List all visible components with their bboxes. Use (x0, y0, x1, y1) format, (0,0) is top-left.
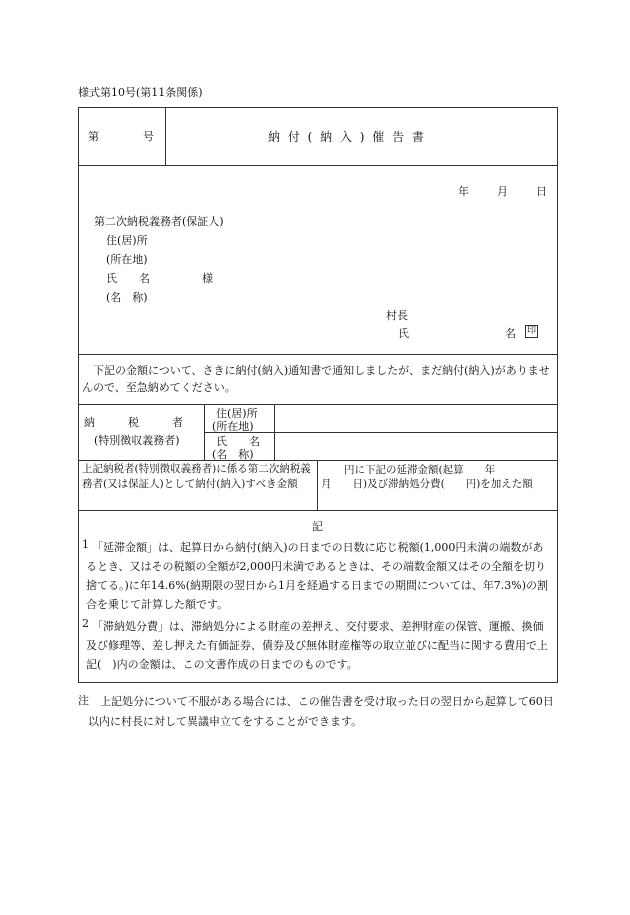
amount-line-1: 円に下記の延滞金額(起算 年 (344, 464, 496, 476)
note-1-text: 「延滞金額」は、起算日から納付(納入)の日までの日数に応じ税額(1,000円未満の端数があるとき、又はその税額の全額が2,000円未満であるときは、その端数金額又はその全額を切り捨てる。)に年14.6%(納期限の翌日から1月を経過する日までの期間については、年7.3%)の割合を乗じて計算した額です。 (86, 541, 549, 611)
notice-text: 下記の金額について、さきに納付(納入)通知書で通知しましたが、まだ納付(納入)がありませんので、至急納めてください。 (82, 364, 550, 394)
document-title: 納 付 ( 納 入 ) 催 告 書 (268, 130, 426, 144)
location-label: (所在地) (106, 253, 148, 266)
divider-number-cell (165, 107, 166, 165)
divider-taxpayer-label (204, 404, 205, 460)
issuer-title: 村長 (386, 309, 408, 322)
taxpayer-sublabel: (特別徴収義務者) (94, 434, 180, 447)
taxpayer-address-label: 住(居)所 (216, 407, 258, 420)
issuer-name-prefix: 氏 (398, 327, 409, 340)
issuer-name-suffix: 名 (505, 327, 516, 340)
taxpayer-label: 納 税 者 (84, 416, 183, 429)
taxpayer-name-label: 氏 名 (216, 435, 260, 448)
divider-addressee (78, 354, 558, 355)
note-2-number: 2 (82, 617, 89, 630)
taxpayer-corp-name-label: (名 称) (212, 448, 254, 461)
taxpayer-location-label: (所在地) (212, 420, 254, 433)
honorific: 様 (202, 272, 213, 285)
note-1-number: 1 (82, 538, 89, 551)
divider-header (78, 165, 558, 166)
corp-name-label: (名 称) (106, 291, 148, 304)
footnote-text: 上記処分について不服がある場合には、この催告書を受け取った日の翌日から起算して60日以内に村長に対して異議申立てをすることができます。 (88, 695, 554, 728)
amount-description: 上記納税者(特別徴収義務者)に係る第二次納税義務者(又は保証人)として納付(納入)すべき金額 (82, 463, 311, 490)
notes-heading: 記 (312, 520, 323, 533)
address-label: 住(居)所 (106, 234, 148, 247)
addressee-heading: 第二次納税義務者(保証人) (94, 215, 224, 228)
divider-taxpayer (78, 460, 558, 461)
divider-taxpayer-field (274, 404, 275, 460)
seal-icon: 印 (526, 326, 536, 336)
note-2-text: 「滞納処分費」は、滞納処分による財産の差押え、交付要求、差押財産の保管、運搬、換価及び修理等、差し押えた有価証券、債券及び無体財産権等の取立並びに配当に関する費用で上記( )内の金額は、この文書作成の日までのものです。 (86, 620, 548, 671)
date-line: 年 月 日 (458, 185, 549, 198)
amount-line-2: 月 日)及び滞納処分費( 円)を加えた額 (321, 478, 533, 490)
divider-amount-cell (317, 460, 318, 510)
footnote-label: 注 (78, 694, 89, 707)
form-label: 様式第10号(第11条関係) (78, 86, 203, 99)
divider-notice (78, 404, 558, 405)
divider-amount (78, 510, 558, 511)
number-label: 第 号 (88, 130, 154, 143)
name-label: 氏 名 (106, 272, 150, 285)
